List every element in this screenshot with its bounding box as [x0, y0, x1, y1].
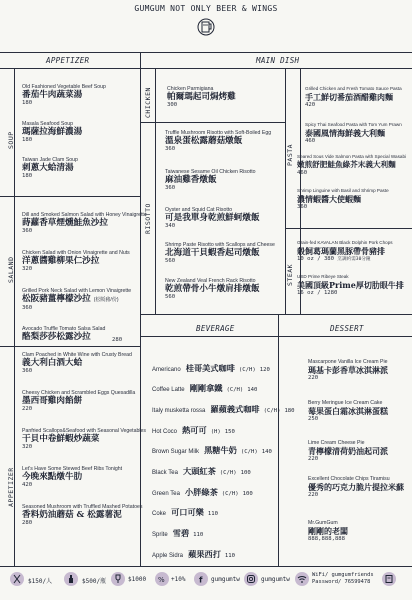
dessert-item: Mascarpone Vanilla Ice Cream Pie 瑪基卡彭香草冰淇淋派 220 [308, 359, 388, 381]
menu-item: Truffle Mushroom Risotto with Soft-Boiled Egg 溫泉蛋松露蘑菇燉飯 360 [165, 130, 272, 152]
menu-item: Panfried Scallops&Seafood with Seasonal Vegetables 干貝中卷鮮蝦炒蔬菜 320 [22, 428, 147, 450]
menu-item: Dill and Smoked Salmon Salad with Honey Vinaigrette 蒔蘿香草煙燻鮭魚沙拉 360 [22, 212, 147, 234]
menu-item: Seared Sous Vide Salmon Pasta with Special Wasabi 嫩煎舒肥鮭魚綠芥末義大利麵 460 [297, 154, 407, 176]
beverage-row: Coke 可口可樂 110 [152, 507, 218, 517]
facebook-icon[interactable] [194, 572, 208, 586]
wifi-icon [295, 572, 309, 586]
menu-item: Cheesy Chicken and Scrambled Eggs Quesadilla 墨西哥雞肉餡餅 220 [22, 390, 136, 412]
side-label-steak: STEAK [286, 263, 294, 286]
menu-item: Grilled Pork Neck Salad with Lemon Vinaigrette 松阪豬薑檸檬沙拉 (松阪豬/份) 360 [22, 288, 132, 311]
menu-item: Masala Seafood Soup 瑪薩拉海鮮濃湯 180 [22, 121, 83, 143]
beverage-row: Black Tea 大頭紅茶 (C/H) 100 [152, 466, 251, 476]
beverage-row: Apple Sidra 蘋果西打 110 [152, 549, 235, 559]
svg-text:%: % [158, 576, 165, 584]
cutlery-icon [10, 572, 24, 586]
dessert-item: Lime Cream Cheese Pie 青檸檬清荷奶油起司派 220 [308, 440, 388, 462]
service-fee: +10% [171, 576, 186, 583]
side-label-risotto: RISOTTO [144, 203, 152, 234]
beverage-row: Sprite 雪碧 110 [152, 528, 204, 538]
menu-item: Taiwanese Sesame Oil Chicken Risotto 麻油雞香燉飯 360 [165, 169, 256, 191]
beverage-row: Italy musketta rossa 羅蘋義式咖啡 (C/H) 180 [152, 404, 295, 414]
menu-item: Seasoned Mushroom with Truffled Mashed Potatoes 香料奶油蘑菇 & 松露薯泥 280 [22, 504, 143, 526]
side-label-soup: SOUP [7, 131, 15, 149]
rule-pasta-end [285, 228, 412, 229]
dessert-item: Excellent Chocolate Chips Tiramisu 優秀的巧克力脆片提拉米蘇 220 [308, 476, 404, 498]
percent-icon [155, 572, 169, 586]
dessert-item: Mr.GumGum 剛剛的老闆 888,888,888 [308, 520, 348, 542]
rule-under-headers [0, 68, 412, 69]
wine-icon [111, 572, 125, 586]
footer-bar [0, 566, 412, 597]
beverage-row: Hot Coco 熱可可 (H) 150 [152, 425, 235, 435]
corkage-fee: $500/瓶 [82, 578, 107, 585]
header-main-dish: MAIN DISH [256, 56, 300, 65]
divider-col [140, 52, 141, 566]
price: 280 [112, 337, 123, 343]
beer-logo-icon [196, 16, 216, 38]
min-charge: $150/人 [28, 578, 53, 585]
rule-top [0, 52, 412, 53]
bottle-icon [64, 572, 78, 586]
bottle-fee: $1000 [128, 576, 147, 583]
menu-item: Shrimp Paste Risotto with Scallops and Cheese 北海道干貝蝦香起司燉飯 560 [165, 242, 275, 264]
header-appetizer: APPETIZER [46, 56, 90, 65]
menu-item: Chicken Parmigiana 帕爾瑪起司焗烤雞 300 [167, 86, 236, 108]
wifi-info: WiFi/ gumgumfriends Password/ 76599478 [312, 572, 374, 585]
rule-salad-end [0, 346, 140, 347]
divider-dessert [278, 314, 279, 566]
side-label-chicken: CHICKEN [144, 87, 152, 118]
rule-beverage-under [140, 336, 412, 337]
beverage-row: Coffee Latte 剛剛拿鐵 (C/H) 140 [152, 383, 258, 393]
menu-item: Grain-fed KAVALAN Black Dolphin Pork Chops 穀飼葛瑪蘭黑豚帶骨豬排 10 oz / 380 烹調約需30分鐘 [297, 240, 393, 262]
facebook-handle[interactable]: gumgumtw [211, 576, 240, 583]
rule-chicken-end [140, 122, 285, 123]
side-label-appetizer: APPETIZER [7, 467, 15, 507]
beverage-row: Brown Sugar Milk 黑糖牛奶 (C/H) 140 [152, 445, 272, 455]
divider-chicken [155, 68, 156, 314]
menu-item: USD Prime Ribeye Steak 美國頂級Prime厚切肋眼牛排 16 oz / 1280 [297, 274, 404, 296]
menu-item: Spicy Thai Seafood Pasta with Tom Yum Prawn 泰國風情海鮮義大利麵 460 [305, 122, 402, 144]
brand-title: GUMGUM NOT ONLY BEER & WINGS [134, 4, 278, 13]
instagram-handle[interactable]: gumgumtw [261, 576, 290, 583]
menu-item: Clam Poached in White Wine with Crusty Bread 義大利白酒大蛤 360 [22, 352, 132, 374]
svg-text:f: f [199, 575, 203, 584]
header-beverage: BEVERAGE [196, 324, 235, 333]
beverage-row: Americano 桂哥美式咖啡 (C/H) 120 [152, 363, 270, 373]
menu-item: Let's Have Some Stewed Beef Ribs Tonight 今晚來點燉牛肋 420 [22, 466, 123, 488]
menu-item: Oyster and Squid Cat Risotto 可是我單身乾煎鮮蚵燉飯 340 [165, 207, 260, 229]
menu-item: New Zealand Veal French Rack Risotto 乾煎帶骨小牛燉肩排燉飯 560 [165, 278, 260, 300]
menu-item: Chicken Salad with Onion Vinaigrette and Nuts 洋蔥醬雞柳果仁沙拉 320 [22, 250, 130, 272]
instagram-icon[interactable] [244, 572, 258, 586]
menu-item: Grilled Chicken and Fresh Tomato Sauce Pasta 手工鮮切番茄酒醋雞肉麵 420 [305, 86, 402, 108]
rule-soup-end [0, 196, 140, 197]
side-label-pasta: PASTA [286, 143, 294, 166]
side-label-salad: SALAND [7, 256, 15, 283]
beverage-row: Green Tea 小胖綠茶 (C/H) 100 [152, 487, 253, 497]
menu-book-icon [382, 572, 396, 586]
menu-item: Avocado Truffle Tomato Salsa Salad 酪梨莎莎松露沙拉 [22, 326, 106, 342]
rule-beverage-top [140, 314, 412, 315]
menu-item: Shrimp Linguine with Basil and Shrimp Paste 濃情蝦醬大使蝦麵 360 [297, 188, 389, 210]
header-dessert: DESSERT [330, 324, 364, 333]
menu-item: Taiwan Jade Clam Soup 刺蔥大蛤清湯 180 [22, 157, 78, 179]
dessert-item: Berry Meringue Ice Cream Cake 莓果蛋白霜冰淇淋蛋糕 250 [308, 400, 388, 422]
menu-item: Old Fashioned Vegetable Beef Soup 番茄牛肉蔬菜湯 180 [22, 84, 106, 106]
